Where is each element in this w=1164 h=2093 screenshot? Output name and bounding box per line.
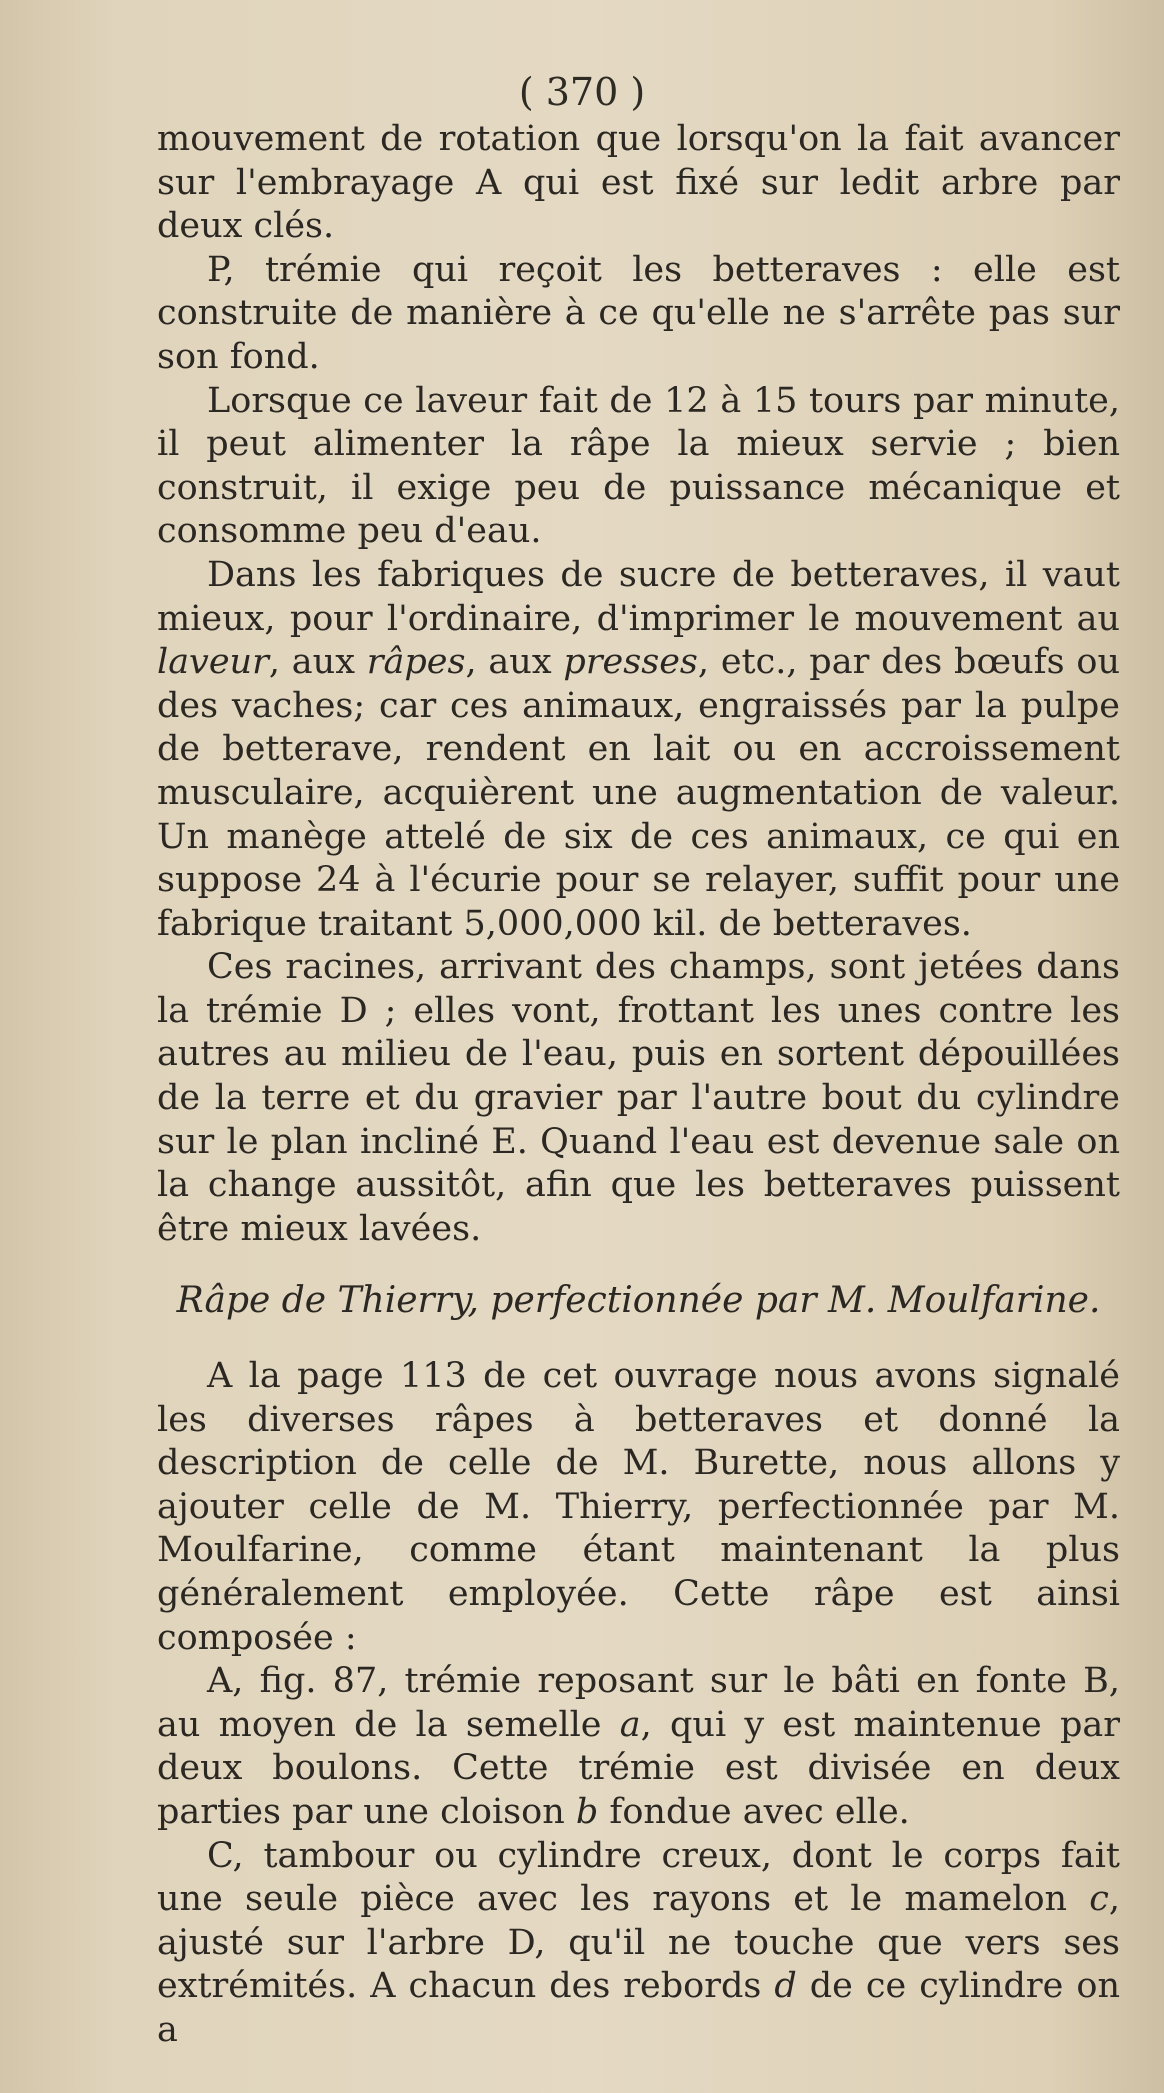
paragraph-2: P, trémie qui reçoit les betteraves : elle est construite de manière à ce qu'elle ne s'arrête pas sur son fond. xyxy=(157,249,1120,377)
paragraph-8-mid: , ajusté sur l'arbre D, qu'il ne touche que vers ses extrémités. A chacun des rebords xyxy=(157,1879,1120,2007)
paragraph-4 xyxy=(157,554,1120,946)
paragraph-4-rest: , etc., par des bœufs ou des vaches; car ces animaux, engraissés par la pulpe de betterave, rendent en lait ou en accroissement musculaire, acquièrent une augmentation de valeur. Un manège attelé de six de ces animaux, ce qui en suppose 24 à l'écurie pour se relayer, suffit pour une fabrique traitant 5,000,000 kil. de betteraves. xyxy=(157,642,1120,944)
paragraph-1: mouvement de rotation que lorsqu'on la fait avancer sur l'embrayage A qui est fixé sur ledit arbre par deux clés. xyxy=(157,119,1120,247)
paragraph-6: A la page 113 de cet ouvrage nous avons signalé les diverses râpes à betteraves et donné la description de celle de M. Burette, nous allons y ajouter celle de M. Thierry, perfectionnée par M. Moulfarine, comme étant maintenant la plus généralement employée. Cette râpe est ainsi composée : xyxy=(157,1356,1120,1658)
page-text xyxy=(157,118,1120,2053)
page-number: ( 370 ) xyxy=(518,70,646,114)
paragraph-8-text: C, tambour ou cylindre creux, dont le corps fait une seule pièce avec les rayons et le mamelon xyxy=(157,1835,1120,1920)
paragraph-8 xyxy=(157,1835,1120,2053)
italic-a: a xyxy=(619,1704,641,1745)
paragraph-3: Lorsque ce laveur fait de 12 à 15 tours par minute, il peut alimenter la râpe la mieux servie ; bien construit, il exige peu de puissance mécanique et consomme peu d'eau. xyxy=(157,380,1120,552)
paragraph-8-rest: de ce cylindre on a xyxy=(157,1966,1120,2050)
paragraph-5: Ces racines, arrivant des champs, sont jetées dans la trémie D ; elles vont, frottant les unes contre les autres au milieu de l'eau, puis en sortent dépouillées de la terre et du gravier par l'autre bout du cylindre sur le plan incliné E. Quand l'eau est devenue sale on la change aussitôt, afin que les betteraves puissent être mieux lavées. xyxy=(157,947,1120,1249)
italic-rapes: râpes xyxy=(366,642,466,683)
paragraph-4-sep2: , aux xyxy=(465,642,564,683)
section-heading: Râpe de Thierry, perfectionnée par M. Moulfarine. xyxy=(176,1280,1101,1322)
italic-d: d xyxy=(774,1966,797,2007)
italic-presses: presses xyxy=(563,642,698,683)
italic-b: b xyxy=(575,1791,599,1832)
paragraph-7-text: A, fig. 87, trémie reposant sur le bâti en fonte B, au moyen de la semelle xyxy=(157,1661,1120,1745)
paragraph-7-rest: fondue avec elle. xyxy=(598,1791,910,1832)
paragraph-4-sep1: , aux xyxy=(268,642,367,683)
italic-c: c xyxy=(1089,1879,1109,1920)
paragraph-4-text: Dans les fabriques de sucre de betteraves, il vaut mieux, pour l'ordinaire, d'imprimer le mouvement au xyxy=(157,554,1120,639)
paragraph-7 xyxy=(157,1660,1120,1834)
italic-laveur: laveur xyxy=(157,642,269,683)
paragraph-7-mid: , qui y est maintenue par deux boulons. Cette trémie est divisée en deux parties par une cloison xyxy=(157,1704,1120,1832)
